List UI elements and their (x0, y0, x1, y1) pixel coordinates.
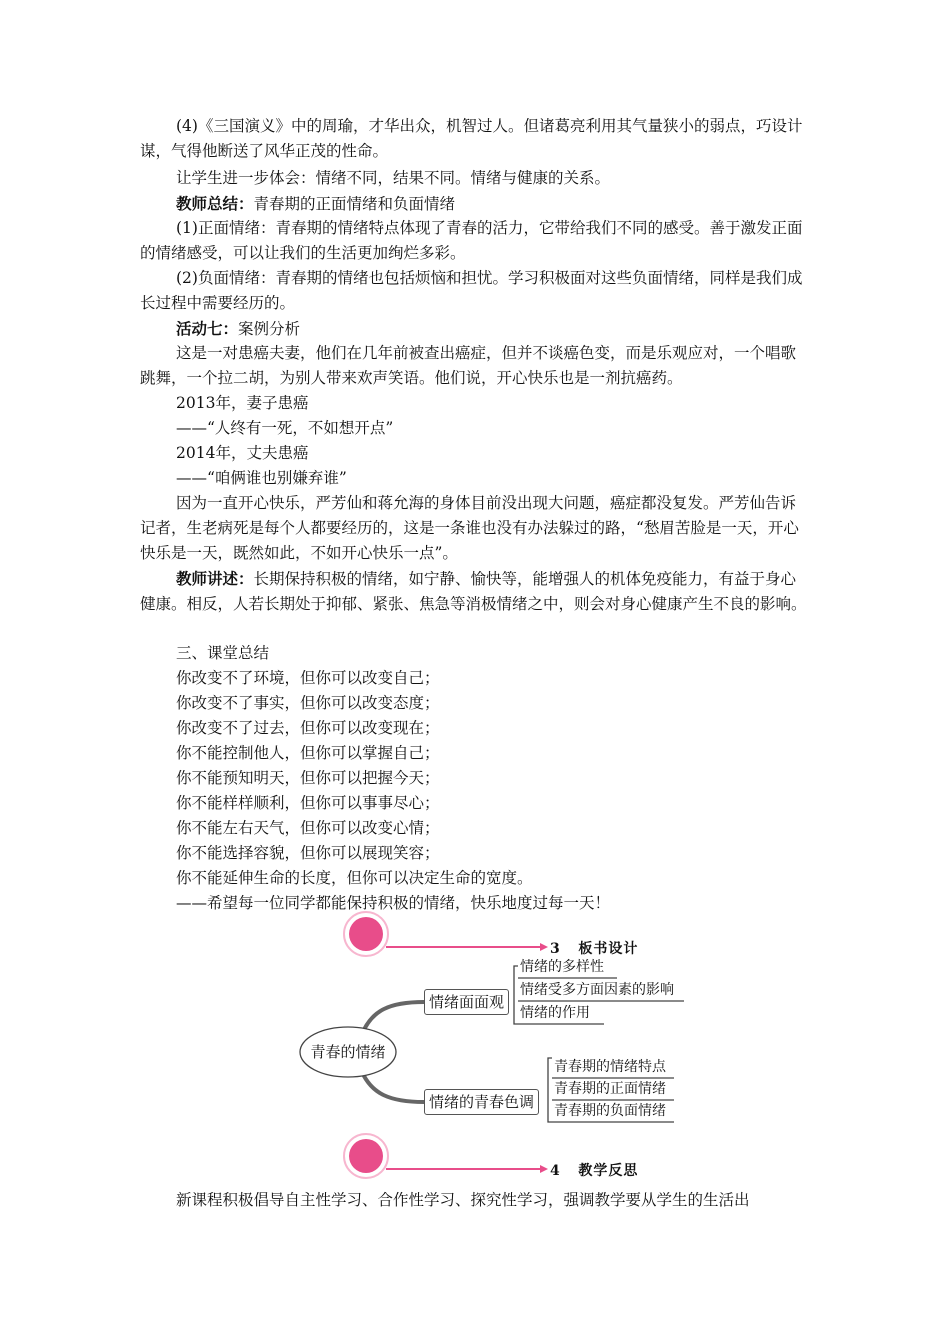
teacher-narration-label: 教师讲述： (176, 569, 254, 588)
section3-title: 3 板书设计 (550, 941, 639, 957)
poem-line: 你改变不了过去，但你可以改变现在； (176, 719, 440, 737)
teacher-summary-label: 教师总结： (176, 194, 254, 213)
mindmap-leaf: 青春期的正面情绪 (554, 1081, 666, 1097)
mindmap-leaf: 情绪的作用 (520, 1005, 590, 1021)
section3-badge-icon (344, 912, 548, 956)
poem-line: 你不能控制他人，但你可以掌握自己； (176, 744, 440, 762)
paragraph-reflection: 新课程积极倡导自主性学习、合作性学习、探究性学习，强调教学要从学生的生活出 (176, 1191, 750, 1209)
poem-line: 你改变不了事实，但你可以改变态度； (176, 694, 440, 712)
activity-seven-label: 活动七： (176, 319, 239, 338)
paragraph-cancer-couple: 这是一对患癌夫妻，他们在几年前被查出癌症，但并不谈癌色变，而是乐观应对，一个唱歌跳舞，一个拉二胡，为别人带来欢声笑语。他们说，开心快乐也是一剂抗癌药。 (140, 344, 797, 387)
section4-title: 4 教学反思 (550, 1163, 639, 1179)
paragraph-negative-emotion: (2)负面情绪：青春期的情绪也包括烦恼和担忧。学习积极面对这些负面情绪，同样是我们成长过程中需要经历的。 (140, 269, 803, 312)
closing-line: ——希望每一位同学都能保持积极的情绪，快乐地度过每一天！ (176, 894, 611, 912)
paragraph-quote-wife: ——“人终有一死，不如想开点” (176, 419, 394, 437)
teacher-summary-text: 青春期的正面情绪和负面情绪 (253, 195, 456, 213)
class-summary-heading: 三、课堂总结 (176, 644, 270, 662)
mindmap-root: 青春的情绪 (310, 1043, 386, 1061)
mindmap-leaf: 青春期的情绪特点 (554, 1059, 666, 1075)
mindmap-leaf: 情绪的多样性 (520, 959, 604, 975)
paragraph-quote-husband: ——“咱俩谁也别嫌弃谁” (176, 469, 347, 487)
mindmap-branch-1: 情绪面面观 (424, 989, 509, 1015)
mindmap-leaf: 青春期的负面情绪 (554, 1103, 666, 1119)
poem-line: 你不能延伸生命的长度，但你可以决定生命的宽度。 (176, 869, 533, 887)
paragraph-yan-fangxian: 因为一直开心快乐，严芳仙和蒋允海的身体目前没出现大问题，癌症都没复发。严芳仙告诉记者，生老病死是每个人都要经历的，这是一条谁也没有办法躲过的路，“愁眉苦脸是一天，开心快乐是一天，既然如此，不如开心快乐一点”。 (140, 494, 799, 562)
mindmap-leaf: 情绪受多方面因素的影响 (520, 982, 674, 998)
poem-line: 你不能样样顺利，但你可以事事尽心； (176, 794, 440, 812)
poem-line: 你不能选择容貌，但你可以展现笑容； (176, 844, 440, 862)
paragraph-2013: 2013年，妻子患癌 (176, 394, 309, 412)
poem-line: 你不能左右天气，但你可以改变心情； (176, 819, 440, 837)
paragraph-positive-emotion: (1)正面情绪：青春期的情绪特点体现了青春的活力，它带给我们不同的感受。善于激发正面的情绪感受，可以让我们的生活更加绚烂多彩。 (140, 219, 803, 262)
poem-line: 你不能预知明天，但你可以把握今天； (176, 769, 440, 787)
paragraph-experience: 让学生进一步体会：情绪不同，结果不同。情绪与健康的关系。 (176, 169, 611, 187)
activity-seven-text: 案例分析 (238, 320, 301, 338)
poem-line: 你改变不了环境，但你可以改变自己； (176, 669, 440, 687)
paragraph-2014: 2014年，丈夫患癌 (176, 444, 309, 462)
teacher-narration-text: 长期保持积极的情绪，如宁静、愉快等，能增强人的机体免疫能力，有益于身心健康。相反，人若长期处于抑郁、紧张、焦急等消极情绪之中，则会对身心健康产生不良的影响。 (140, 570, 807, 613)
section4-badge-icon (344, 1134, 548, 1178)
mindmap-branch-2: 情绪的青春色调 (424, 1089, 539, 1115)
paragraph-zhou-yu: (4)《三国演义》中的周瑜，才华出众，机智过人。但诸葛亮利用其气量狭小的弱点，巧设计谋，气得他断送了风华正茂的性命。 (140, 117, 803, 160)
